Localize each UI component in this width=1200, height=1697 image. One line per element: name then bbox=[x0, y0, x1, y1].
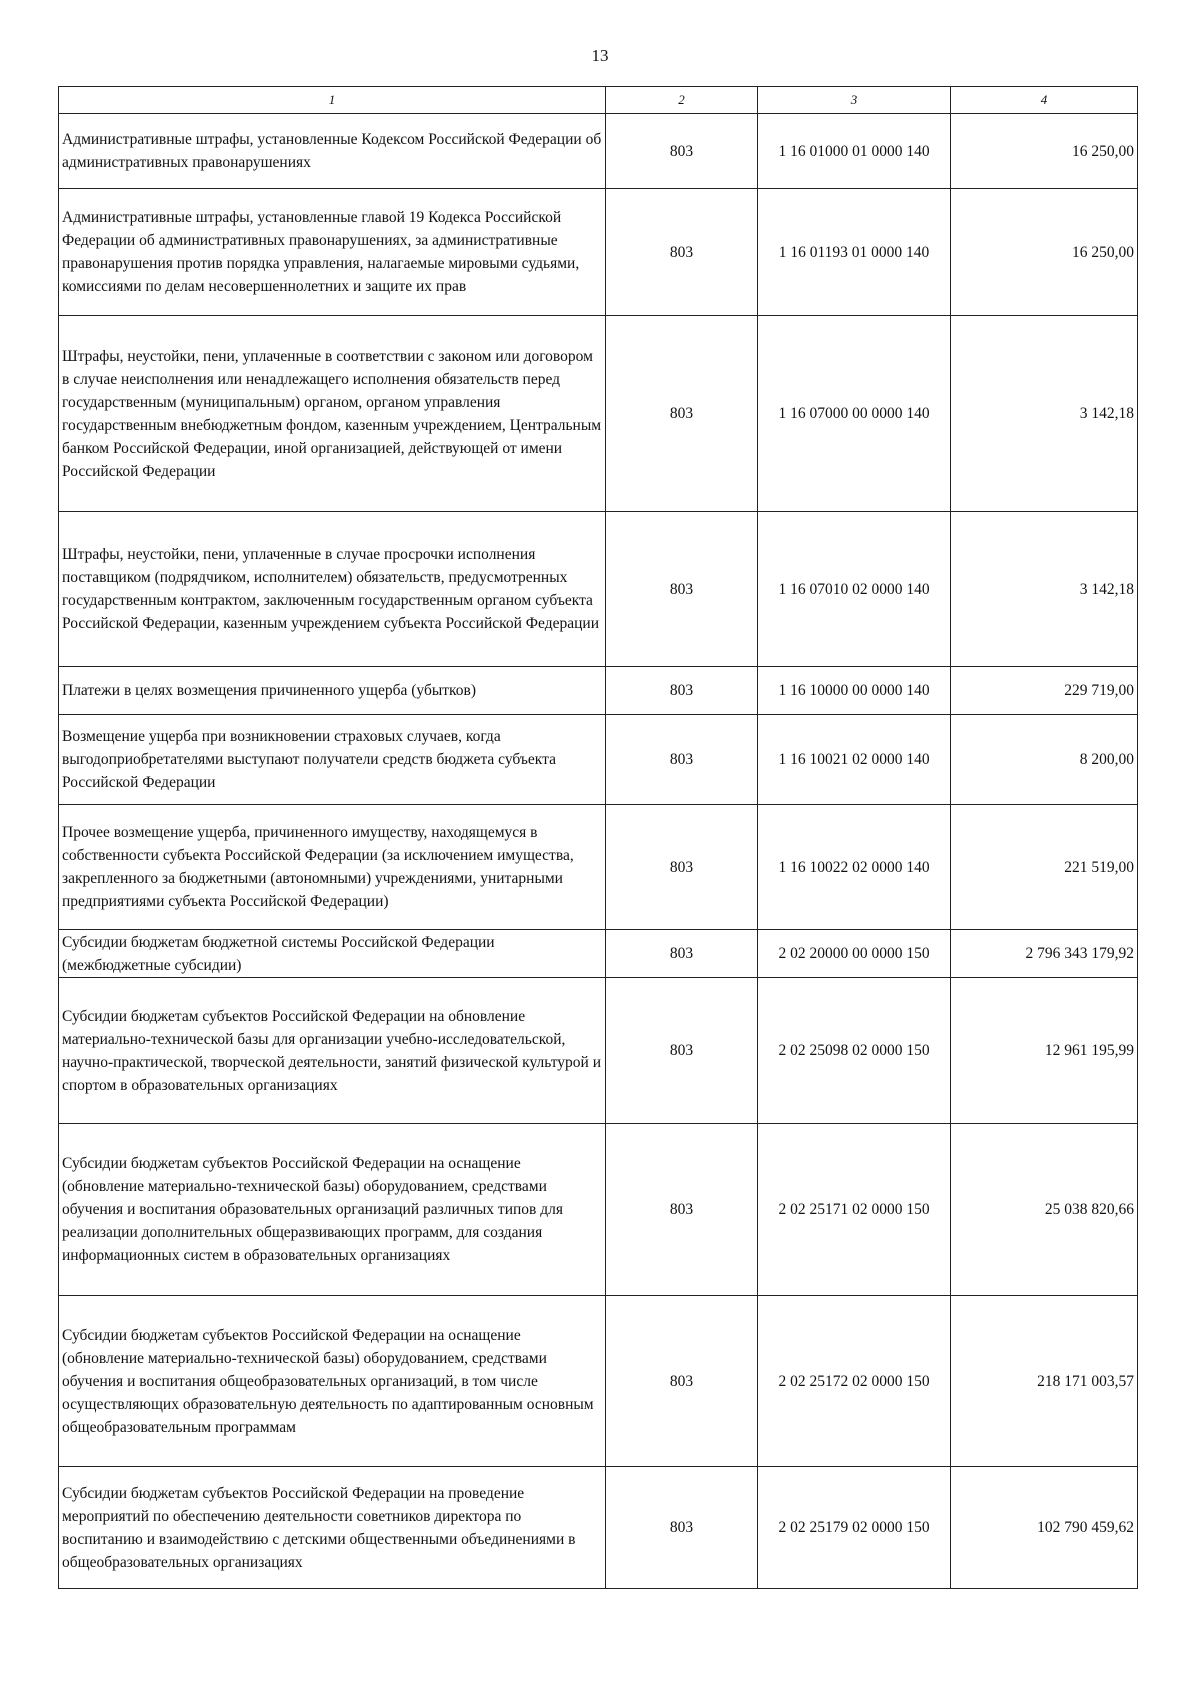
table-row bbox=[59, 1467, 1138, 1589]
row-description: Субсидии бюджетам бюджетной системы Российской Федерации (межбюджетные субсидии) bbox=[59, 930, 606, 978]
revenue-table bbox=[58, 86, 1138, 1589]
row-budget-code: 1 16 10021 02 0000 140 bbox=[758, 715, 951, 805]
row-amount: 12 961 195,99 bbox=[951, 978, 1138, 1124]
table-row bbox=[59, 1124, 1138, 1296]
row-amount: 229 719,00 bbox=[951, 667, 1138, 715]
row-description: Прочее возмещение ущерба, причиненного имуществу, находящемуся в собственности субъекта Российской Федерации (за исключением имущества, закрепленного за бюджетными (автономными) учреждениями, унитарными предприятиями субъекта Российской Федерации) bbox=[59, 805, 606, 930]
row-amount: 218 171 003,57 bbox=[951, 1296, 1138, 1467]
row-description: Субсидии бюджетам субъектов Российской Федерации на оснащение (обновление материально-технической базы) оборудованием, средствами обучения и воспитания общеобразовательных организаций, в том числе осуществляющих образовательную деятельность по адаптированным основным общеобразовательным программам bbox=[59, 1296, 606, 1467]
page-number: 13 bbox=[591, 46, 609, 65]
header-cell: 1 bbox=[59, 87, 606, 114]
row-admin-code: 803 bbox=[606, 316, 758, 512]
row-admin-code: 803 bbox=[606, 805, 758, 930]
row-amount: 3 142,18 bbox=[951, 316, 1138, 512]
row-admin-code: 803 bbox=[606, 114, 758, 189]
header-cell: 4 bbox=[951, 87, 1138, 114]
row-admin-code: 803 bbox=[606, 1296, 758, 1467]
table-row bbox=[59, 512, 1138, 667]
table-row bbox=[59, 667, 1138, 715]
table-row bbox=[59, 316, 1138, 512]
row-amount: 221 519,00 bbox=[951, 805, 1138, 930]
header-cell: 3 bbox=[758, 87, 951, 114]
row-description: Платежи в целях возмещения причиненного ущерба (убытков) bbox=[59, 667, 606, 715]
table-row bbox=[59, 978, 1138, 1124]
row-budget-code: 1 16 07000 00 0000 140 bbox=[758, 316, 951, 512]
row-amount: 8 200,00 bbox=[951, 715, 1138, 805]
row-amount: 25 038 820,66 bbox=[951, 1124, 1138, 1296]
table-row bbox=[59, 114, 1138, 189]
row-budget-code: 1 16 07010 02 0000 140 bbox=[758, 512, 951, 667]
row-description: Административные штрафы, установленные главой 19 Кодекса Российской Федерации об административных правонарушениях, за административные правонарушения против порядка управления, налагаемые мировыми судьями, комиссиями по делам несовершеннолетних и защите их прав bbox=[59, 189, 606, 316]
row-amount: 2 796 343 179,92 bbox=[951, 930, 1138, 978]
row-admin-code: 803 bbox=[606, 189, 758, 316]
row-amount: 16 250,00 bbox=[951, 189, 1138, 316]
row-description: Штрафы, неустойки, пени, уплаченные в соответствии с законом или договором в случае неисполнения или ненадлежащего исполнения обязательств перед государственным (муниципальным) органом, органом управления государственным внебюджетным фондом, казенным учреждением, Центральным банком Российской Федерации, иной организацией, действующей от имени Российской Федерации bbox=[59, 316, 606, 512]
row-admin-code: 803 bbox=[606, 930, 758, 978]
table-row bbox=[59, 805, 1138, 930]
table-row bbox=[59, 715, 1138, 805]
row-budget-code: 1 16 01000 01 0000 140 bbox=[758, 114, 951, 189]
row-budget-code: 2 02 20000 00 0000 150 bbox=[758, 930, 951, 978]
row-admin-code: 803 bbox=[606, 1124, 758, 1296]
row-admin-code: 803 bbox=[606, 715, 758, 805]
row-budget-code: 2 02 25172 02 0000 150 bbox=[758, 1296, 951, 1467]
row-description: Субсидии бюджетам субъектов Российской Федерации на проведение мероприятий по обеспечению деятельности советников директора по воспитанию и взаимодействию с детскими общественными объединениями в общеобразовательных организациях bbox=[59, 1467, 606, 1589]
table-header-row bbox=[59, 87, 1138, 114]
row-admin-code: 803 bbox=[606, 1467, 758, 1589]
row-budget-code: 2 02 25171 02 0000 150 bbox=[758, 1124, 951, 1296]
row-admin-code: 803 bbox=[606, 512, 758, 667]
row-admin-code: 803 bbox=[606, 667, 758, 715]
row-amount: 3 142,18 bbox=[951, 512, 1138, 667]
row-budget-code: 2 02 25098 02 0000 150 bbox=[758, 978, 951, 1124]
table-row bbox=[59, 1296, 1138, 1467]
table-row bbox=[59, 930, 1138, 978]
row-budget-code: 1 16 01193 01 0000 140 bbox=[758, 189, 951, 316]
header-cell: 2 bbox=[606, 87, 758, 114]
row-description: Штрафы, неустойки, пени, уплаченные в случае просрочки исполнения поставщиком (подрядчиком, исполнителем) обязательств, предусмотренных государственным контрактом, заключенным государственным органом субъекта Российской Федерации, казенным учреждением субъекта Российской Федерации bbox=[59, 512, 606, 667]
row-budget-code: 1 16 10022 02 0000 140 bbox=[758, 805, 951, 930]
row-description: Субсидии бюджетам субъектов Российской Федерации на оснащение (обновление материально-технической базы) оборудованием, средствами обучения и воспитания образовательных организаций различных типов для реализации дополнительных общеразвивающих программ, для создания информационных систем в образовательных организациях bbox=[59, 1124, 606, 1296]
row-amount: 102 790 459,62 bbox=[951, 1467, 1138, 1589]
row-budget-code: 2 02 25179 02 0000 150 bbox=[758, 1467, 951, 1589]
row-budget-code: 1 16 10000 00 0000 140 bbox=[758, 667, 951, 715]
table-row bbox=[59, 189, 1138, 316]
row-description: Возмещение ущерба при возникновении страховых случаев, когда выгодоприобретателями выступают получатели средств бюджета субъекта Российской Федерации bbox=[59, 715, 606, 805]
row-description: Субсидии бюджетам субъектов Российской Федерации на обновление материально-технической базы для организации учебно-исследовательской, научно-практической, творческой деятельности, занятий физической культурой и спортом в образовательных организациях bbox=[59, 978, 606, 1124]
row-amount: 16 250,00 bbox=[951, 114, 1138, 189]
row-admin-code: 803 bbox=[606, 978, 758, 1124]
row-description: Административные штрафы, установленные Кодексом Российской Федерации об административных правонарушениях bbox=[59, 114, 606, 189]
